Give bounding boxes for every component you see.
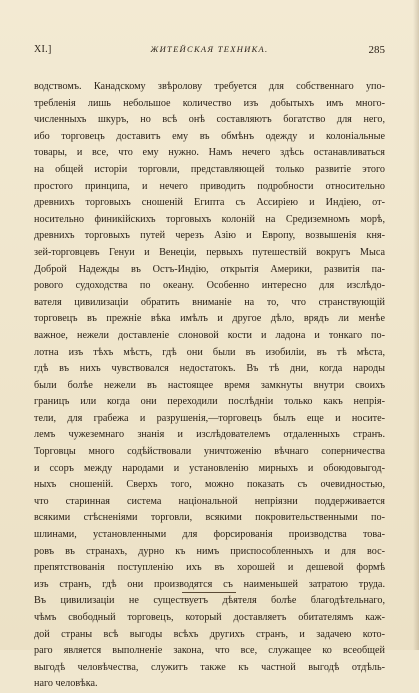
end-of-chapter-rule — [182, 592, 236, 593]
text-line: носительно финикійскихъ торговыхъ колоній на Средиземномъ морѣ, — [34, 213, 385, 225]
text-line: лемъ чужеземнаго знанія и изслѣдователемъ отдаленныхъ странъ. — [34, 429, 385, 441]
chapter-number: XI.] — [34, 44, 52, 55]
text-line: были болѣе нежели въ настоящее время замкнуты внутри своихъ — [34, 379, 385, 391]
text-line: что старинная система національной непріязни поддерживается — [34, 495, 385, 507]
text-line: ровъ въ странахъ, дурно къ нимъ приспособленныхъ и для вос- — [34, 545, 385, 557]
text-line: зей-торговцевъ Генуи и Венеціи, первыхъ путешествій вокругъ Мыса — [34, 246, 385, 258]
text-line: препятствованія поступленію ихъ въ хорошей и дешевой формѣ — [34, 562, 385, 574]
text-line: Торговцы много содѣйствовали уничтоженію вѣчнаго соперничества — [34, 446, 385, 458]
body-text — [34, 79, 385, 693]
text-line: границъ или когда они переходили послѣдніи только какъ непрія- — [34, 396, 385, 408]
page-number: 285 — [368, 44, 385, 56]
text-line: изъ странъ, гдѣ они производятся съ наименьшей затратою труда. — [34, 578, 385, 590]
text-line: важное, нежели доставленіе слоновой кости и ладона и тонкаго по- — [34, 329, 385, 341]
text-line: гдѣ въ нихъ чувствовался недостатокъ. Въ тѣ дни, когда народы — [34, 363, 385, 375]
text-line: на общей исторіи торговли, представляющей только развитіе этого — [34, 163, 385, 175]
text-line: древнихъ торговыхъ путей черезъ Азію и Европу, возвышенія кня- — [34, 230, 385, 242]
text-line: ибо торговецъ доставитъ ему въ обмѣнъ одежду и колоніальные — [34, 130, 385, 142]
text-line: ныхъ сношеній. Сверхъ того, можно показать съ очевидностью, — [34, 479, 385, 491]
text-line: товары, и все, что ему нужно. Намъ нечего здѣсь останавливаться — [34, 147, 385, 159]
text-line: раго является выполненіе закона, что все, служащее ко всеобщей — [34, 645, 385, 657]
running-header — [34, 44, 385, 60]
text-line: численныхъ шкуръ, но всѣ онѣ составляютъ богатство для него, — [34, 114, 385, 126]
text-line: рового судоходства по океану. Особенно интересно для изслѣдо- — [34, 280, 385, 292]
text-line: чѣмъ свободный торговецъ, который доставляетъ обитателямъ каж- — [34, 612, 385, 623]
text-line: Въ цивилизаціи не существуетъ дѣятеля болѣе благодѣтельнаго, — [34, 595, 385, 607]
text-line: лотна изъ тѣхъ мѣстъ, гдѣ они были въ изобиліи, въ тѣ мѣста, — [34, 346, 385, 358]
text-line: наго человѣка. — [34, 678, 98, 690]
running-title: ЖИТЕЙСКАЯ ТЕХНИКА. — [150, 44, 269, 54]
text-line: и ссоръ между народами и установленію мирныхъ и обоюдовыгод- — [34, 462, 385, 474]
text-line: древнихъ торговыхъ сношеній Египта съ Ассиріею и Индіею, от- — [34, 197, 385, 209]
page-edge-shadow — [413, 0, 419, 650]
text-line: Доброй Надежды въ Остъ-Индію, открытія Америки, развитія па- — [34, 263, 385, 275]
text-line: дой страны всѣ выгоды всѣхъ другихъ странъ, и задачею кото- — [34, 628, 385, 640]
text-line: шлинами, установленными для форсированія производства това- — [34, 529, 385, 541]
text-line: водствомъ. Канадскому звѣролову требуется для собственнаго упо- — [34, 81, 385, 92]
text-line: вателя цивилизаціи обратить вниманіе на то, что странствующій — [34, 296, 385, 308]
text-line: тели, для грабежа и разрушенія,—торговецъ былъ еще и носите- — [34, 412, 385, 424]
text-line: простого принципа, и нечего приводить подробности относительно — [34, 180, 385, 192]
text-line: торговецъ въ прежніе вѣка имѣлъ и другое дѣло, врядъ ли менѣе — [34, 313, 385, 325]
text-line: выгодѣ человѣчества, служитъ также къ частной выгодѣ отдѣль- — [34, 661, 385, 673]
text-line: требленія лишь небольшое количество изъ добытыхъ имъ много- — [34, 97, 385, 109]
text-line: всякими стѣсненіями торговли, всякими покровительственными по- — [34, 512, 385, 524]
